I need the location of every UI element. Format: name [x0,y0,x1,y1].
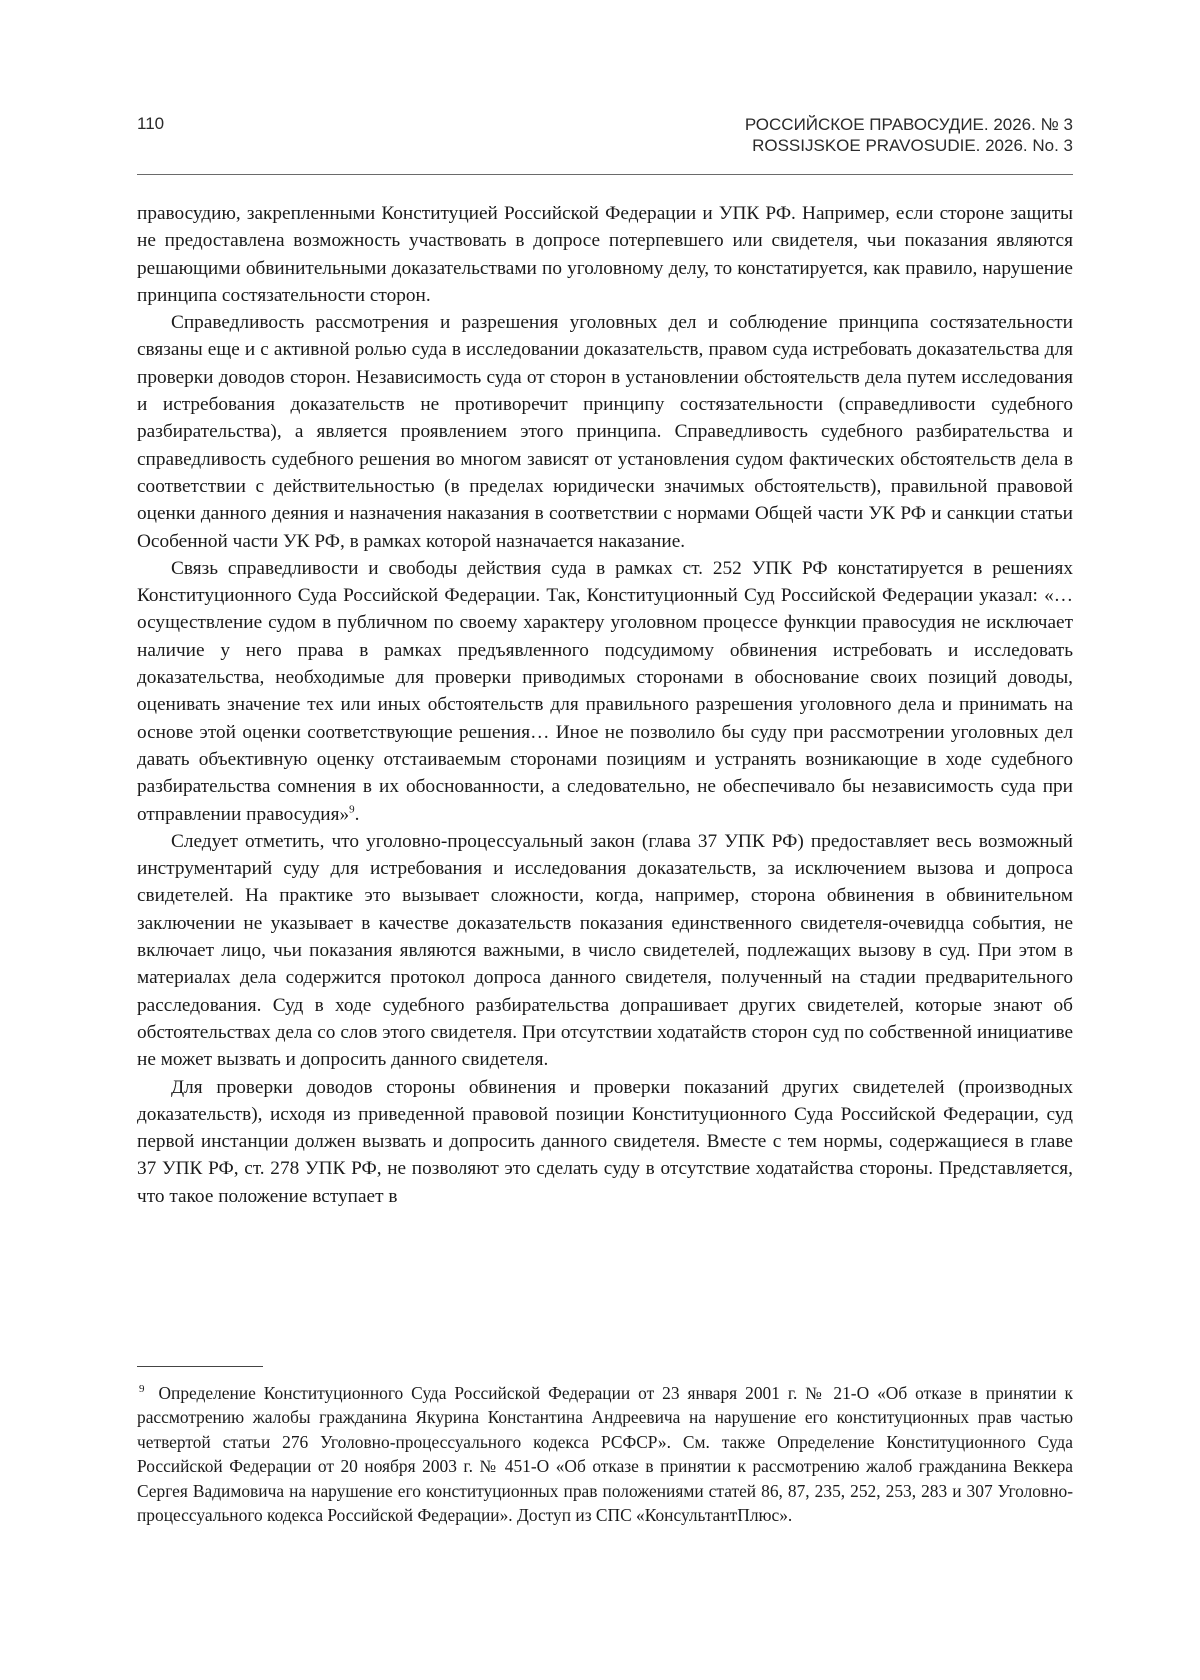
footnote-number: 9 [139,1383,145,1396]
paragraph-3 [137,555,1073,828]
paragraph-2: Справедливость рассмотрения и разрешения уголовных дел и соблюдение принципа состязательности связаны еще и с активной ролью суда в исследовании доказательств, правом суда истребовать доказательства для проверки доводов сторон. Независимость суда от сторон в установлении обстоятельств дела путем исследования и истребования доказательств не противоречит принципу состязательности (справедливости судебного разбирательства), а является проявлением этого принципа. Справедливость судебного разбирательства и справедливость судебного решения во многом зависят от установления судом фактических обстоятельств дела в соответствии с действительностью (в пределах юридически значимых обстоятельств), правильной правовой оценки данного деяния и назначения наказания в соответствии с нормами Общей части УК РФ и санкции статьи Особенной части УК РФ, в рамках которой назначается наказание. [137,312,1073,552]
footnote-reference-9[interactable]: 9 [349,803,355,816]
footnote-text: Определение Конституционного Суда Российской Федерации от 23 января 2001 г. № 21-О «Об отказе в принятии к рассмотрению жалобы гражданина Якурина Константина Андреевича на нарушение его конституционных прав частью четвертой статьи 276 Уголовно-процессуального кодекса РСФСР». См. также Определение Конституционного Суда Российской Федерации от 20 ноября 2003 г. № 451-О «Об отказе в принятии к рассмотрению жалоб гражданина Веккера Сергея Вадимовича на нарушение его конституционных прав положениями статей 86, 87, 235, 252, 253, 283 и 307 Уголовно-процессуального кодекса Российской Федерации». Доступ из СПС «КонсультантПлюс». [137,1383,1073,1526]
paragraph-3-text: Связь справедливости и свободы действия суда в рамках ст. 252 УПК РФ констатируется в решениях Конституционного Суда Российской Федерации. Так, Конституционный Суд Российской Федерации указал: «…осуществление судом в публичном по своему характеру уголовном процессе функции правосудия не исключает наличие у него права в рамках предъявленного подсудимому обвинения истребовать и исследовать доказательства, необходимые для проверки приводимых сторонами в обоснование своих позиций доводы, оценивать значение тех или иных обстоятельств для правильного разрешения уголовного дела и принимать на основе этой оценки соответствующие решения… Иное не позволило бы суду при рассмотрении уголовных дел давать объективную оценку отстаиваемым сторонами позициям и устранять возникающие в ходе судебного разбирательства сомнения в их обоснованности, а следовательно, не обеспечивало бы независимость суда при отправлении правосудия» [137,557,1073,825]
page-number: 110 [137,114,165,133]
paragraph-5: Для проверки доводов стороны обвинения и проверки показаний других свидетелей (производных доказательств), исходя из приведенной правовой позиции Конституционного Суда Российской Федерации, суд первой инстанции должен вызвать и допросить данного свидетеля. Вместе с тем нормы, содержащиеся в главе 37 УПК РФ, ст. 278 УПК РФ, не позволяют это сделать суду в отсутствие ходатайства стороны. Представляется, что такое положение вступает в [137,1076,1073,1207]
article-body [137,200,1073,1210]
journal-title-en: ROSSIJSKOE PRAVOSUDIE. 2026. No. 3 [752,136,1073,155]
footnote-separator [137,1366,263,1367]
journal-title-ru: РОССИЙСКОЕ ПРАВОСУДИЕ. 2026. № 3 [744,115,1073,134]
paragraph-3-end: . [354,803,360,825]
paragraph-4: Следует отметить, что уголовно-процессуальный закон (глава 37 УПК РФ) предоставляет весь возможный инструментарий суду для истребования и исследования доказательств, за исключением вызова и допроса свидетелей. На практике это вызывает сложности, когда, например, сторона обвинения в обвинительном заключении не указывает в качестве доказательств показания единственного свидетеля-очевидца события, не включает лицо, чьи показания являются важными, в число свидетелей, подлежащих вызову в суд. При этом в материалах дела содержится протокол допроса данного свидетеля, полученный на стадии предварительного расследования. Суд в ходе судебного разбирательства допрашивает других свидетелей, которые знают об обстоятельствах дела со слов этого свидетеля. При отсутствии ходатайств сторон суд по собственной инициативе не может вызвать и допросить данного свидетеля. [137,830,1073,1071]
journal-title [745,114,1073,156]
running-header [137,114,1073,175]
footnote-9 [137,1381,1073,1527]
paragraph-1: правосудию, закрепленными Конституцией Российской Федерации и УПК РФ. Например, если стороне защиты не предоставлена возможность участвовать в допросе потерпевшего или свидетеля, чьи показания являются решающими обвинительными доказательствами по уголовному делу, то констатируется, как правило, нарушение принципа состязательности сторон. [137,203,1073,306]
